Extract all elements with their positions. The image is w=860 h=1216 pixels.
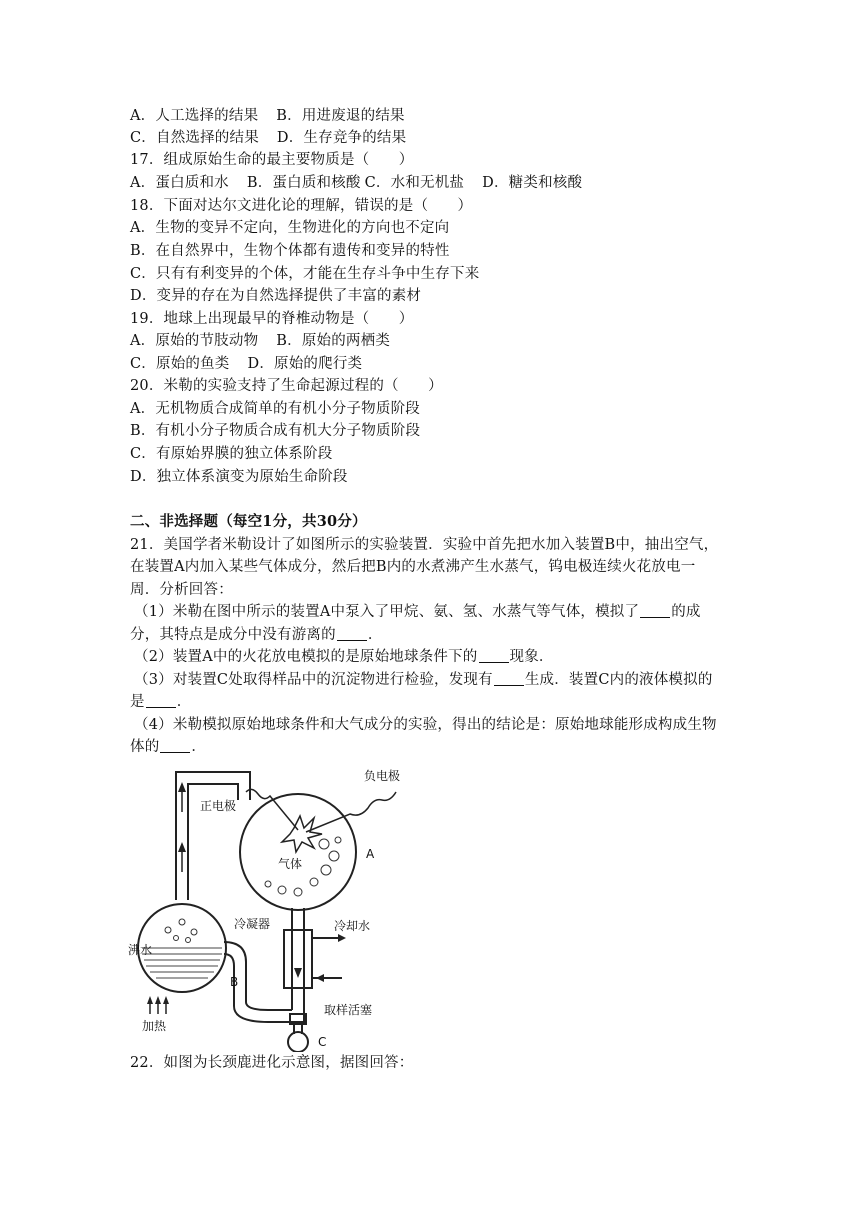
up-arrow-icon xyxy=(178,842,186,852)
sub-question-2: （2）装置A中的火花放电模拟的是原始地球条件下的 现象． xyxy=(134,649,554,665)
question-22: 22．如图为长颈鹿进化示意图，据图回答： xyxy=(130,1055,414,1071)
label-a: A xyxy=(366,847,375,861)
section-heading: 二、非选择题（每空1分，共30分） xyxy=(130,513,367,530)
label-c: C xyxy=(318,1035,327,1049)
miller-apparatus-figure xyxy=(128,752,418,1052)
up-arrow-icon xyxy=(178,782,186,792)
sub-question-4-cont: 体的 ． xyxy=(130,739,207,755)
option-a: A．无机物质合成简单的有机小分子物质阶段 xyxy=(130,401,420,417)
option-d: D．糖类和核酸 xyxy=(482,175,583,191)
option-line xyxy=(130,106,405,126)
question-21-text: 在装置A内加入某些气体成分，然后把B内的水煮沸产生水蒸气，钨电极连续火花放电一 xyxy=(130,559,696,575)
question-21-text: 21．美国学者米勒设计了如图所示的实验装置．实验中首先把水加入装置B中，抽出空气， xyxy=(130,537,719,553)
option-a: A．生物的变异不定向，生物进化的方向也不定向 xyxy=(130,220,450,236)
question-19-options xyxy=(130,331,390,351)
option-b: B．有机小分子物质合成有机大分子物质阶段 xyxy=(130,423,421,439)
option-c: C．原始的鱼类 xyxy=(130,356,230,372)
question-19: 19．地球上出现最早的脊椎动物是（ ） xyxy=(130,311,414,327)
option-b: B．蛋白质和核酸 xyxy=(246,175,361,191)
label-positive-electrode: 正电极 xyxy=(200,799,237,813)
sub-question-4: （4）米勒模拟原始地球条件和大气成分的实验，得出的结论是：原始地球能形成构成生物 xyxy=(134,717,717,733)
label-sampling-valve: 取样活塞 xyxy=(324,1003,373,1017)
spark-icon xyxy=(282,816,322,852)
option-d: D．变异的存在为自然选择提供了丰富的素材 xyxy=(130,288,422,304)
label-b: B xyxy=(230,975,239,989)
label-gas: 气体 xyxy=(278,857,303,871)
option-c: C．水和无机盐 xyxy=(364,175,465,191)
label-heat: 加热 xyxy=(142,1019,167,1033)
right-arrow-icon xyxy=(338,934,346,942)
option-c: C．只有有利变异的个体，才能在生存斗争中生存下来 xyxy=(130,266,480,282)
sub-question-1: （1）米勒在图中所示的装置A中泵入了甲烷、氨、氢、水蒸气等气体，模拟了 的成 xyxy=(134,604,701,620)
question-20: 20．米勒的实验支持了生命起源过程的（ ） xyxy=(130,378,443,394)
option-d: D．生存竞争的结果 xyxy=(276,130,407,146)
label-negative-electrode: 负电极 xyxy=(364,769,401,783)
flask-c xyxy=(288,1032,308,1052)
option-a: A．原始的节肢动物 xyxy=(130,333,259,349)
answer-blank[interactable] xyxy=(494,671,524,686)
option-c: C．有原始界膜的独立体系阶段 xyxy=(130,446,333,462)
left-arrow-icon xyxy=(316,974,324,982)
answer-blank[interactable] xyxy=(146,693,176,708)
option-c: C．自然选择的结果 xyxy=(130,130,259,146)
flask-a xyxy=(240,794,356,910)
question-19-options xyxy=(130,354,362,374)
label-cooling-water: 冷却水 xyxy=(334,919,371,933)
question-21-text: 周．分析回答： xyxy=(130,582,233,598)
label-boiling-water: 沸水 xyxy=(128,943,153,957)
option-d: D．独立体系演变为原始生命阶段 xyxy=(130,469,348,485)
answer-blank[interactable] xyxy=(160,738,190,753)
sub-question-3-cont: 是 ． xyxy=(130,694,192,710)
answer-blank[interactable] xyxy=(337,626,367,641)
question-17-options xyxy=(130,173,582,193)
sub-question-1-cont: 分，其特点是成分中没有游离的 ． xyxy=(130,627,383,643)
cooling-pipes xyxy=(312,938,342,978)
sub-question-3: （3）对装置C处取得样品中的沉淀物进行检验，发现有 生成．装置C内的液体模拟的 xyxy=(134,672,713,688)
option-a: A．蛋白质和水 xyxy=(130,175,229,191)
question-17: 17．组成原始生命的最主要物质是（ ） xyxy=(130,152,414,168)
label-condenser: 冷凝器 xyxy=(234,917,271,931)
option-d: D．原始的爬行类 xyxy=(247,356,363,372)
option-b: B．在自然界中，生物个体都有遗传和变异的特性 xyxy=(130,243,450,259)
condenser xyxy=(284,930,312,988)
option-b: B．原始的两栖类 xyxy=(276,333,391,349)
outlet-tube xyxy=(292,908,304,1010)
option-b: B．用进废退的结果 xyxy=(276,108,405,124)
answer-blank[interactable] xyxy=(640,603,670,618)
down-arrow-icon xyxy=(294,968,302,978)
option-a: A．人工选择的结果 xyxy=(130,108,259,124)
question-18: 18．下面对达尔文进化论的理解，错误的是（ ） xyxy=(130,198,473,214)
answer-blank[interactable] xyxy=(479,648,509,663)
option-line xyxy=(130,128,406,148)
